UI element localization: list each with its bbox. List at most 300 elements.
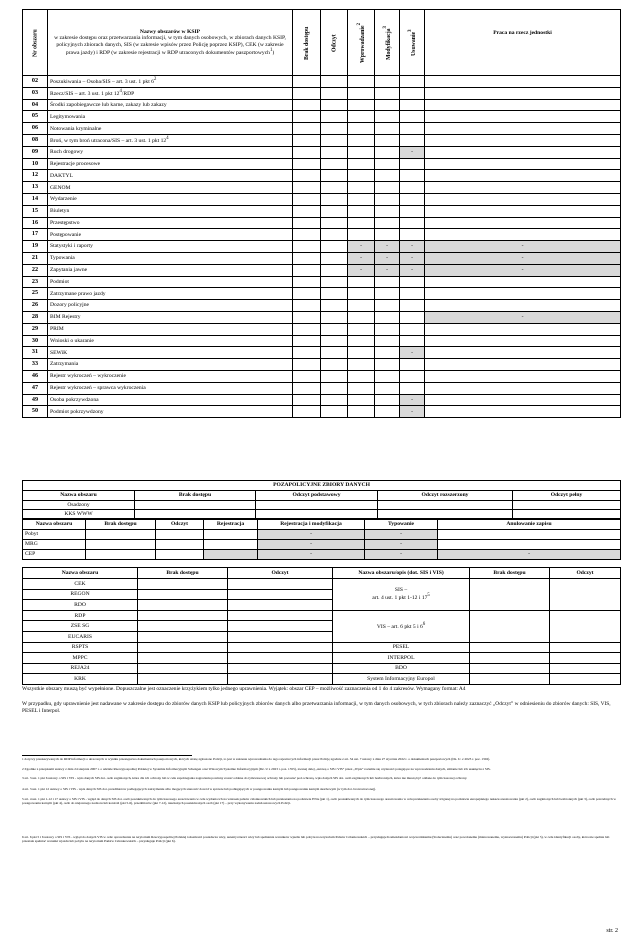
- checkbox-cell-brak[interactable]: [293, 182, 321, 194]
- external-col-header: Nazwa obszaru: [23, 491, 135, 501]
- table-row: [23, 134, 621, 146]
- checkbox-cell[interactable]: [138, 621, 228, 632]
- left-col-header: Odczyt: [228, 568, 333, 579]
- disabled-cell-usuw: -: [400, 406, 425, 418]
- area-number: 03: [23, 87, 48, 99]
- checkbox-cell-wprow[interactable]: [348, 123, 375, 135]
- checkbox-cell-odczyt[interactable]: [321, 193, 348, 205]
- area-name: System Informacyjny Europol: [333, 674, 470, 685]
- area-name: SEWiK: [48, 347, 293, 359]
- checkbox-cell-usuw[interactable]: [400, 76, 425, 88]
- checkbox-cell-brak[interactable]: [293, 217, 321, 229]
- checkbox-cell[interactable]: [228, 653, 333, 664]
- checkbox-cell-modyf[interactable]: [375, 99, 400, 111]
- checkbox-cell-brak[interactable]: [293, 394, 321, 406]
- vis-description: VIS – art. 6 pkt 5 i $6^6$: [333, 610, 470, 642]
- area-number: 05: [23, 111, 48, 123]
- checkbox-cell-usuw[interactable]: [400, 123, 425, 135]
- table-row: [23, 359, 621, 371]
- checkbox-cell-brak[interactable]: [293, 347, 321, 359]
- disabled-cell: [204, 550, 258, 560]
- checkbox-cell-praca[interactable]: [425, 182, 621, 194]
- disabled-cell-wprow: -: [348, 252, 375, 264]
- checkbox-cell[interactable]: [204, 530, 258, 540]
- checkbox-cell-brak[interactable]: [293, 323, 321, 335]
- checkbox-cell-praca[interactable]: [425, 76, 621, 88]
- checkbox-cell[interactable]: [550, 642, 621, 653]
- area-name: RDO: [23, 600, 138, 611]
- checkbox-cell-brak[interactable]: [293, 99, 321, 111]
- checkbox-cell[interactable]: [156, 550, 204, 560]
- checkbox-cell-modyf[interactable]: [375, 146, 400, 158]
- checkbox-cell-modyf[interactable]: [375, 111, 400, 123]
- checkbox-cell-wprow[interactable]: [348, 205, 375, 217]
- checkbox-cell-usuw[interactable]: [400, 229, 425, 241]
- checkbox-cell-usuw[interactable]: [400, 370, 425, 382]
- checkbox-cell-odczyt[interactable]: [321, 311, 348, 323]
- checkbox-cell[interactable]: [135, 501, 256, 510]
- checkbox-cell[interactable]: [470, 579, 550, 611]
- area-number: 26: [23, 300, 48, 312]
- checkbox-cell-modyf[interactable]: [375, 158, 400, 170]
- checkbox-cell-wprow[interactable]: [348, 359, 375, 371]
- checkbox-cell-modyf[interactable]: [375, 123, 400, 135]
- checkbox-cell[interactable]: [86, 540, 156, 550]
- checkbox-cell-modyf[interactable]: [375, 170, 400, 182]
- checkbox-cell-brak[interactable]: [293, 229, 321, 241]
- checkbox-cell-praca[interactable]: [425, 111, 621, 123]
- checkbox-cell-odczyt[interactable]: [321, 288, 348, 300]
- checkbox-cell[interactable]: [86, 550, 156, 560]
- checkbox-cell-brak[interactable]: [293, 300, 321, 312]
- checkbox-cell-brak[interactable]: [293, 359, 321, 371]
- checkbox-cell-modyf[interactable]: [375, 300, 400, 312]
- checkbox-cell[interactable]: [470, 653, 550, 664]
- table-row: [23, 276, 621, 288]
- area-number: 10: [23, 158, 48, 170]
- table-row: [23, 193, 621, 205]
- checkbox-cell-praca[interactable]: [425, 87, 621, 99]
- checkbox-cell-odczyt[interactable]: [321, 205, 348, 217]
- area-number: 21: [23, 252, 48, 264]
- checkbox-cell[interactable]: [550, 674, 621, 685]
- checkbox-cell-praca[interactable]: [425, 229, 621, 241]
- checkbox-cell-odczyt[interactable]: [321, 99, 348, 111]
- table-row: [23, 288, 621, 300]
- checkbox-cell-odczyt[interactable]: [321, 359, 348, 371]
- checkbox-cell-odczyt[interactable]: [321, 170, 348, 182]
- external-col-header: Brak dostępu: [135, 491, 256, 501]
- checkbox-cell-usuw[interactable]: [400, 87, 425, 99]
- header-brak-dostepu: Brak dostępu: [293, 10, 321, 76]
- checkbox-cell[interactable]: [438, 530, 621, 540]
- checkbox-cell-odczyt[interactable]: [321, 370, 348, 382]
- table-row: [23, 182, 621, 194]
- checkbox-cell-usuw[interactable]: [400, 288, 425, 300]
- checkbox-cell-wprow[interactable]: [348, 170, 375, 182]
- table-row: [23, 111, 621, 123]
- checkbox-cell[interactable]: [228, 579, 333, 590]
- checkbox-cell-usuw[interactable]: [400, 134, 425, 146]
- checkbox-cell-modyf[interactable]: [375, 229, 400, 241]
- table-row: [23, 311, 621, 323]
- checkbox-cell-modyf[interactable]: [375, 323, 400, 335]
- checkbox-cell-brak[interactable]: [293, 370, 321, 382]
- area-name: MRG: [23, 540, 86, 550]
- checkbox-cell-brak[interactable]: [293, 123, 321, 135]
- table-row: [23, 252, 621, 264]
- checkbox-cell[interactable]: [513, 510, 621, 519]
- checkbox-cell-usuw[interactable]: [400, 170, 425, 182]
- checkbox-cell-modyf[interactable]: [375, 359, 400, 371]
- area-name: GENOM: [48, 182, 293, 194]
- checkbox-cell-brak[interactable]: [293, 146, 321, 158]
- area-number: 30: [23, 335, 48, 347]
- checkbox-cell-modyf[interactable]: [375, 406, 400, 418]
- checkbox-cell[interactable]: [156, 530, 204, 540]
- checkbox-cell-usuw[interactable]: [400, 182, 425, 194]
- table-row: [23, 510, 621, 519]
- table-row: [23, 663, 621, 674]
- checkbox-cell[interactable]: [470, 663, 550, 674]
- checkbox-cell-odczyt[interactable]: [321, 241, 348, 253]
- area-number: 22: [23, 264, 48, 276]
- checkbox-cell[interactable]: [228, 642, 333, 653]
- table-row: [23, 653, 621, 664]
- checkbox-cell-praca[interactable]: [425, 205, 621, 217]
- checkbox-cell-brak[interactable]: [293, 335, 321, 347]
- checkbox-cell-modyf[interactable]: [375, 205, 400, 217]
- area-name: KRK: [23, 674, 138, 685]
- checkbox-cell[interactable]: [138, 610, 228, 621]
- checkbox-cell-brak[interactable]: [293, 170, 321, 182]
- area-name: ZSE SG: [23, 621, 138, 632]
- checkbox-cell[interactable]: [550, 653, 621, 664]
- area-name: Podmiot: [48, 276, 293, 288]
- checkbox-cell[interactable]: [470, 674, 550, 685]
- disabled-cell-usuw: -: [400, 264, 425, 276]
- checkbox-cell-praca[interactable]: [425, 335, 621, 347]
- checkbox-cell-modyf[interactable]: [375, 276, 400, 288]
- checkbox-cell[interactable]: [470, 642, 550, 653]
- checkbox-cell-brak[interactable]: [293, 158, 321, 170]
- checkbox-cell[interactable]: [138, 589, 228, 600]
- reg-col-header: Odczyt: [156, 520, 204, 530]
- checkbox-cell-odczyt[interactable]: [321, 347, 348, 359]
- reg-col-header: Brak dostępu: [86, 520, 156, 530]
- instruction-note: Wszystkie obszary muszą być wypełnione. Dopuszczalne jest oznaczenie krzyżykiem tylko jednego uprawnienia. Wyjątek: obszar CEP – możliwość zaznaczenia od 1 do 4 zakresów. Wymagany format: A4: [22, 686, 466, 692]
- checkbox-cell-praca[interactable]: [425, 158, 621, 170]
- checkbox-cell-odczyt[interactable]: [321, 87, 348, 99]
- checkbox-cell-wprow[interactable]: [348, 182, 375, 194]
- area-name: RSPTS: [23, 642, 138, 653]
- checkbox-cell-wprow[interactable]: [348, 134, 375, 146]
- checkbox-cell-praca[interactable]: [425, 123, 621, 135]
- table-row: [23, 170, 621, 182]
- area-name: EUCARIS: [23, 631, 138, 642]
- checkbox-cell-odczyt[interactable]: [321, 123, 348, 135]
- checkbox-cell[interactable]: [228, 631, 333, 642]
- disabled-cell-modyf: -: [375, 252, 400, 264]
- checkbox-cell-wprow[interactable]: [348, 347, 375, 359]
- checkbox-cell-brak[interactable]: [293, 288, 321, 300]
- checkbox-cell-modyf[interactable]: [375, 382, 400, 394]
- checkbox-cell-wprow[interactable]: [348, 406, 375, 418]
- area-name: Zatrzymane prawo jazdy: [48, 288, 293, 300]
- checkbox-cell-odczyt[interactable]: [321, 229, 348, 241]
- checkbox-cell[interactable]: [550, 610, 621, 642]
- checkbox-cell-praca[interactable]: [425, 347, 621, 359]
- other-systems-table: [22, 567, 621, 685]
- checkbox-cell-brak[interactable]: [293, 241, 321, 253]
- checkbox-cell-praca[interactable]: [425, 193, 621, 205]
- left-col-header: Nazwa obszaru: [23, 568, 138, 579]
- checkbox-cell-wprow[interactable]: [348, 288, 375, 300]
- checkbox-cell-wprow[interactable]: [348, 300, 375, 312]
- checkbox-cell-wprow[interactable]: [348, 111, 375, 123]
- checkbox-cell-modyf[interactable]: [375, 217, 400, 229]
- area-number: 23: [23, 276, 48, 288]
- checkbox-cell-odczyt[interactable]: [321, 217, 348, 229]
- checkbox-cell-usuw[interactable]: [400, 300, 425, 312]
- checkbox-cell-usuw[interactable]: [400, 99, 425, 111]
- checkbox-cell-praca[interactable]: [425, 370, 621, 382]
- disabled-cell-usuw: -: [400, 394, 425, 406]
- area-name: Rejestr wykroczeń – sprawca wykroczenia: [48, 382, 293, 394]
- checkbox-cell-modyf[interactable]: [375, 335, 400, 347]
- checkbox-cell-wprow[interactable]: [348, 76, 375, 88]
- checkbox-cell-usuw[interactable]: [400, 217, 425, 229]
- checkbox-cell[interactable]: [156, 540, 204, 550]
- checkbox-cell-brak[interactable]: [293, 252, 321, 264]
- checkbox-cell-usuw[interactable]: [400, 382, 425, 394]
- table-row: [23, 323, 621, 335]
- checkbox-cell-brak[interactable]: [293, 111, 321, 123]
- checkbox-cell[interactable]: [550, 579, 621, 611]
- checkbox-cell[interactable]: [438, 540, 621, 550]
- table-row: [23, 335, 621, 347]
- checkbox-cell-praca[interactable]: [425, 323, 621, 335]
- checkbox-cell-praca[interactable]: [425, 217, 621, 229]
- disabled-cell-praca: -: [425, 311, 621, 323]
- checkbox-cell[interactable]: [228, 663, 333, 674]
- area-name: Wydarzenie: [48, 193, 293, 205]
- checkbox-cell-wprow[interactable]: [348, 370, 375, 382]
- checkbox-cell-wprow[interactable]: [348, 229, 375, 241]
- area-name: Broń, w tym broń utracona/SIS – art. 3 ust. 1 pkt $12^4$: [48, 134, 293, 146]
- area-name: DAKTYL: [48, 170, 293, 182]
- checkbox-cell-odczyt[interactable]: [321, 382, 348, 394]
- area-name: Typowania: [48, 252, 293, 264]
- checkbox-cell-wprow[interactable]: [348, 146, 375, 158]
- area-number: 25: [23, 288, 48, 300]
- checkbox-cell-brak[interactable]: [293, 382, 321, 394]
- checkbox-cell-wprow[interactable]: [348, 311, 375, 323]
- checkbox-cell-odczyt[interactable]: [321, 264, 348, 276]
- checkbox-cell-brak[interactable]: [293, 406, 321, 418]
- checkbox-cell-usuw[interactable]: [400, 193, 425, 205]
- checkbox-cell-modyf[interactable]: [375, 311, 400, 323]
- checkbox-cell[interactable]: [138, 642, 228, 653]
- area-number: 17: [23, 229, 48, 241]
- checkbox-cell-modyf[interactable]: [375, 87, 400, 99]
- checkbox-cell-usuw[interactable]: [400, 158, 425, 170]
- checkbox-cell-praca[interactable]: [425, 300, 621, 312]
- checkbox-cell-praca[interactable]: [425, 99, 621, 111]
- table-row: [23, 76, 621, 88]
- checkbox-cell-praca[interactable]: [425, 288, 621, 300]
- table-row: [23, 674, 621, 685]
- checkbox-cell-modyf[interactable]: [375, 370, 400, 382]
- checkbox-cell-wprow[interactable]: [348, 217, 375, 229]
- area-name: Zatrzymania: [48, 359, 293, 371]
- header-desc: w zakresie dostępu oraz przetwarzania informacji, w tym danych osobowych, w zbiorach danych KSIP, policyjnych zbiorach danych, SIS (w zakresie wpisów przez Policję poprzez KSIP), CEK (w zakresie prawa jazdy) i RDP (w zakresie rejestracji w RDP utraconych dokumentów paszportowych$^1$): [54, 35, 286, 56]
- area-number: 04: [23, 99, 48, 111]
- checkbox-cell-odczyt[interactable]: [321, 158, 348, 170]
- checkbox-cell-modyf[interactable]: [375, 394, 400, 406]
- checkbox-cell-usuw[interactable]: [400, 311, 425, 323]
- checkbox-cell[interactable]: [138, 600, 228, 611]
- checkbox-cell-odczyt[interactable]: [321, 406, 348, 418]
- checkbox-cell-odczyt[interactable]: [321, 146, 348, 158]
- checkbox-cell-usuw[interactable]: [400, 323, 425, 335]
- checkbox-cell-wprow[interactable]: [348, 193, 375, 205]
- area-number: 06: [23, 123, 48, 135]
- checkbox-cell-wprow[interactable]: [348, 87, 375, 99]
- checkbox-cell[interactable]: [228, 610, 333, 621]
- checkbox-cell-wprow[interactable]: [348, 158, 375, 170]
- checkbox-cell[interactable]: [138, 631, 228, 642]
- checkbox-cell-odczyt[interactable]: [321, 300, 348, 312]
- external-datasets-table: [22, 480, 621, 519]
- area-number: 19: [23, 241, 48, 253]
- checkbox-cell-odczyt[interactable]: [321, 394, 348, 406]
- checkbox-cell[interactable]: [138, 579, 228, 590]
- checkbox-cell[interactable]: [228, 674, 333, 685]
- header-nr: Nr obszaru: [23, 10, 48, 76]
- checkbox-cell-usuw[interactable]: [400, 111, 425, 123]
- registration-table: [22, 519, 621, 560]
- checkbox-cell-modyf[interactable]: [375, 182, 400, 194]
- checkbox-cell-modyf[interactable]: [375, 134, 400, 146]
- disabled-cell-praca: -: [425, 252, 621, 264]
- header-odczyt: Odczyt: [321, 10, 348, 76]
- area-name: Osoba pokrzywdzona: [48, 394, 293, 406]
- checkbox-cell-praca[interactable]: [425, 359, 621, 371]
- checkbox-cell-wprow[interactable]: [348, 99, 375, 111]
- disabled-cell: -: [365, 550, 438, 560]
- checkbox-cell-praca[interactable]: [425, 406, 621, 418]
- checkbox-cell[interactable]: [470, 610, 550, 642]
- checkbox-cell-brak[interactable]: [293, 264, 321, 276]
- checkbox-cell-modyf[interactable]: [375, 193, 400, 205]
- checkbox-cell-brak[interactable]: [293, 87, 321, 99]
- checkbox-cell[interactable]: [135, 510, 256, 519]
- table-row: [23, 264, 621, 276]
- checkbox-cell-brak[interactable]: [293, 276, 321, 288]
- checkbox-cell-praca[interactable]: [425, 382, 621, 394]
- checkbox-cell-wprow[interactable]: [348, 323, 375, 335]
- checkbox-cell-modyf[interactable]: [375, 288, 400, 300]
- checkbox-cell-wprow[interactable]: [348, 382, 375, 394]
- checkbox-cell-odczyt[interactable]: [321, 276, 348, 288]
- table-row: [23, 229, 621, 241]
- checkbox-cell[interactable]: [138, 653, 228, 664]
- area-name: Przestępstwo: [48, 217, 293, 229]
- header-modyfikacja: Modyfikacja$^3$: [375, 10, 400, 76]
- checkbox-cell[interactable]: [378, 510, 513, 519]
- checkbox-cell-praca[interactable]: [425, 146, 621, 158]
- checkbox-cell-usuw[interactable]: [400, 276, 425, 288]
- checkbox-cell[interactable]: [204, 540, 258, 550]
- checkbox-cell-praca[interactable]: [425, 134, 621, 146]
- checkbox-cell-wprow[interactable]: [348, 394, 375, 406]
- checkbox-cell[interactable]: [138, 674, 228, 685]
- checkbox-cell-usuw[interactable]: [400, 359, 425, 371]
- table-row: [23, 642, 621, 653]
- checkbox-cell-wprow[interactable]: [348, 335, 375, 347]
- checkbox-cell[interactable]: [550, 663, 621, 674]
- checkbox-cell[interactable]: [256, 510, 378, 519]
- checkbox-cell[interactable]: [513, 501, 621, 510]
- footnote-separator: [22, 755, 192, 756]
- checkbox-cell[interactable]: [378, 501, 513, 510]
- checkbox-cell-odczyt[interactable]: [321, 111, 348, 123]
- area-name: Dozory policyjne: [48, 300, 293, 312]
- checkbox-cell[interactable]: [86, 530, 156, 540]
- checkbox-cell-praca[interactable]: [425, 170, 621, 182]
- checkbox-cell[interactable]: [256, 501, 378, 510]
- checkbox-cell-brak[interactable]: [293, 311, 321, 323]
- reg-col-header: Typowanie: [365, 520, 438, 530]
- ksip-areas-table: [22, 9, 621, 418]
- checkbox-cell-modyf[interactable]: [375, 347, 400, 359]
- disabled-cell: -: [365, 530, 438, 540]
- area-name: Legitymowania: [48, 111, 293, 123]
- checkbox-cell-praca[interactable]: [425, 394, 621, 406]
- disabled-cell-usuw: -: [400, 146, 425, 158]
- checkbox-cell[interactable]: [228, 589, 333, 600]
- checkbox-cell[interactable]: [228, 621, 333, 632]
- checkbox-cell-odczyt[interactable]: [321, 252, 348, 264]
- area-name: CEK: [23, 579, 138, 590]
- area-name: BIM Rejestry: [48, 311, 293, 323]
- checkbox-cell-usuw[interactable]: [400, 205, 425, 217]
- checkbox-cell-modyf[interactable]: [375, 76, 400, 88]
- checkbox-cell-brak[interactable]: [293, 193, 321, 205]
- checkbox-cell[interactable]: [228, 600, 333, 611]
- area-name: Zapytania jawne: [48, 264, 293, 276]
- area-number: 28: [23, 311, 48, 323]
- checkbox-cell-brak[interactable]: [293, 205, 321, 217]
- table-row: [23, 382, 621, 394]
- disabled-cell-modyf: -: [375, 241, 400, 253]
- right-col-header: Brak dostępu: [470, 568, 550, 579]
- checkbox-cell-odczyt[interactable]: [321, 323, 348, 335]
- checkbox-cell[interactable]: [138, 663, 228, 674]
- checkbox-cell-odczyt[interactable]: [321, 182, 348, 194]
- checkbox-cell-odczyt[interactable]: [321, 134, 348, 146]
- checkbox-cell-odczyt[interactable]: [321, 76, 348, 88]
- table-row: [23, 540, 621, 550]
- checkbox-cell-brak[interactable]: [293, 76, 321, 88]
- checkbox-cell-praca[interactable]: [425, 276, 621, 288]
- checkbox-cell-usuw[interactable]: [400, 335, 425, 347]
- checkbox-cell-odczyt[interactable]: [321, 335, 348, 347]
- header-usuwanie: Usuwanie$^3$: [400, 10, 425, 76]
- checkbox-cell-wprow[interactable]: [348, 276, 375, 288]
- checkbox-cell-brak[interactable]: [293, 134, 321, 146]
